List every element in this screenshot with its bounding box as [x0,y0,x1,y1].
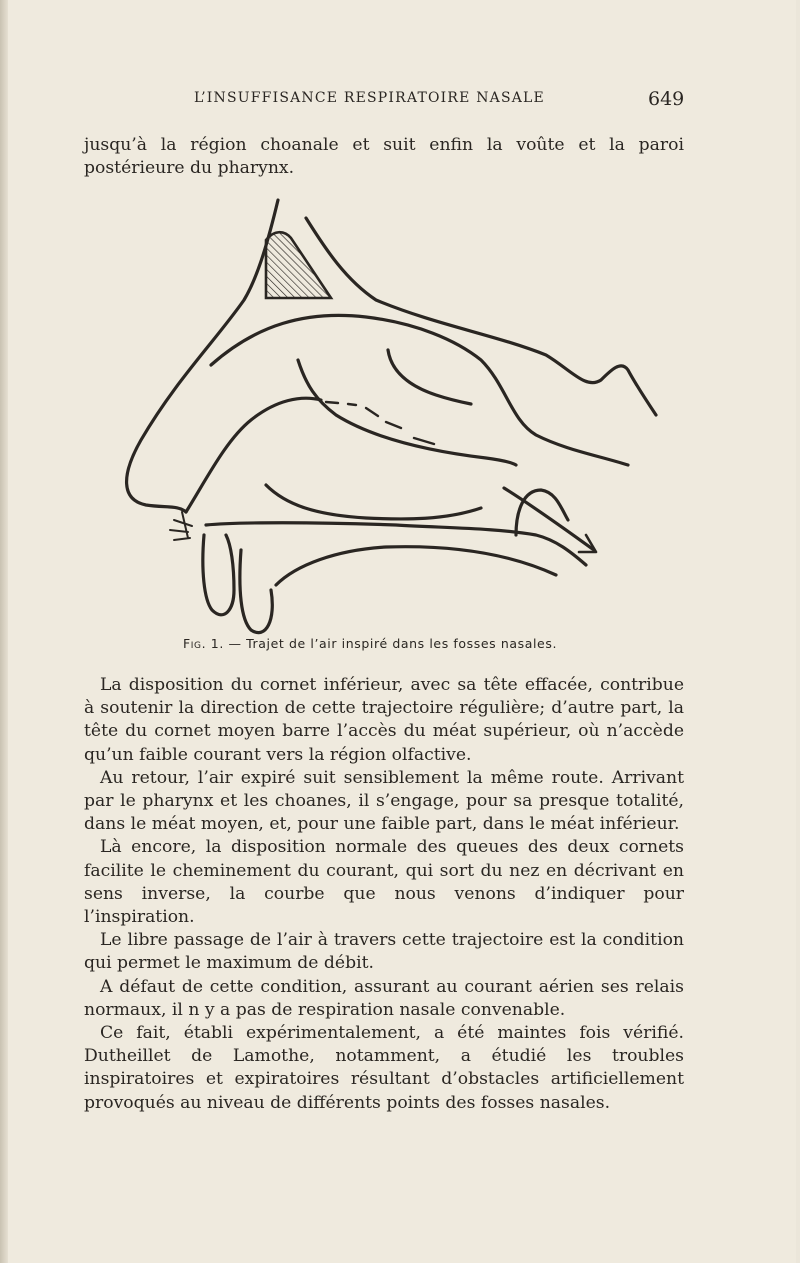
nasal-cavity-drawing [116,190,676,645]
oral-cavity-left [203,535,234,615]
anterior-wall [186,398,321,512]
figure-caption-text: — Trajet de l’air inspiré dans les fosses nasales. [228,636,558,651]
body-paragraph: Au retour, l’air expiré suit sensiblement la même route. Arrivant par le pharynx et les choanes, il s’engage, pour sa presque totalité, dans le méat moyen, et, pour une faible part, dans le méat inférieur. [84,767,684,835]
middle-turbinate [298,360,516,465]
intro-text-block [84,134,684,180]
inferior-turbinate [266,485,481,519]
body-text-block [84,674,684,1115]
nostril-hairs [170,512,192,540]
palate-lower-line [276,547,556,585]
intro-paragraph: jusqu’à la région choanale et suit enfin la voûte et la paroi postérieure du pharynx. [84,135,684,179]
oral-cavity-right [240,550,272,633]
body-paragraph: Le libre passage de l’air à travers cette trajectoire est la condition qui permet le maximum de débit. [84,930,684,974]
figure-label: Fig. 1. [183,636,224,651]
nasal-airflow-figure [116,190,676,645]
nasal-floor [206,523,586,565]
book-gutter [0,0,8,1263]
superior-turbinate [388,350,471,404]
body-paragraph: La disposition du cornet inférieur, avec sa tête effacée, contribue à soutenir la direction de cette trajectoire régulière; d’autre part, la tête du cornet moyen barre l’accès du méat supérieur, où n’accède qu’un faible courant vers la région olfactive. [84,675,684,765]
olfactive-airflow-dashes [326,402,434,444]
figure-caption [183,636,557,651]
upper-turbinate-line [211,315,628,465]
body-paragraph: A défaut de cette condition, assurant au courant aérien ses relais normaux, il n y a pas de respiration nasale convenable. [84,976,684,1020]
running-title: L’INSUFFISANCE RESPIRATOIRE NASALE [194,90,545,106]
page-number: 649 [648,88,685,110]
body-paragraph: Ce fait, établi expérimentalement, a été maintes fois vérifié. Dutheillet de Lamothe, notamment, a étudié les troubles inspiratoires et expiratoires résultant d’obstacles artificiellement provoqués au niveau de différents points des fosses nasales. [84,1023,684,1113]
book-page [8,0,796,1263]
nose-profile-outline [127,200,278,512]
body-paragraph: Là encore, la disposition normale des queues des deux cornets facilite le cheminement du courant, qui sort du nez en décrivant en sens inverse, la courbe que nous venons d’indiquer pour l’inspiration. [84,837,684,928]
